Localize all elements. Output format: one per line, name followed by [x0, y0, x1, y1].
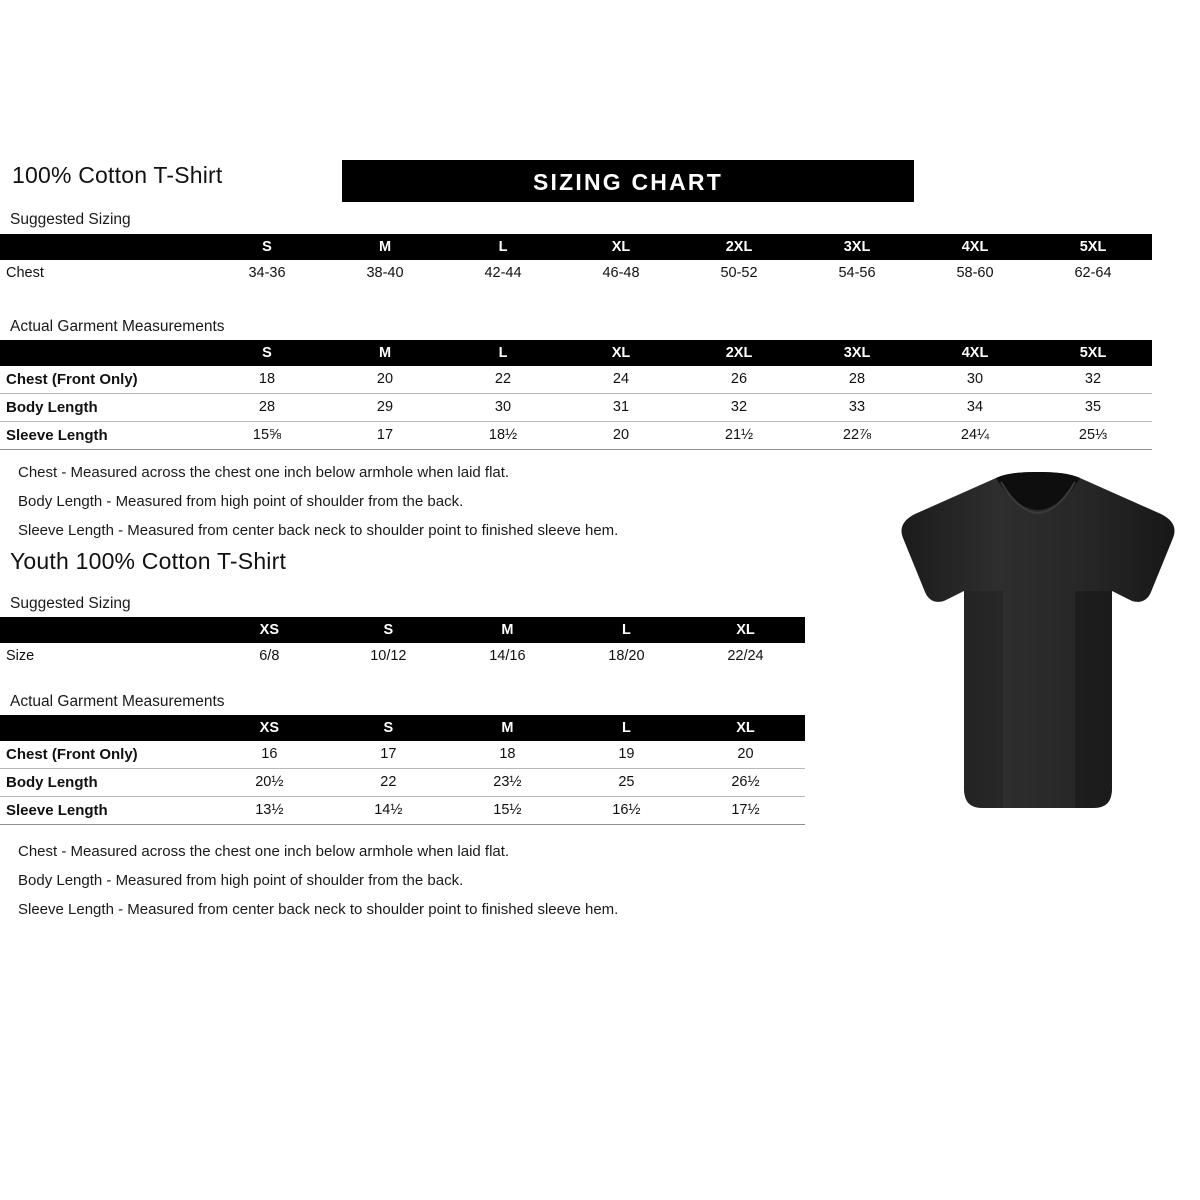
- col-header-s: S: [208, 340, 326, 366]
- col-header-blank: [0, 340, 208, 366]
- youth-note-body-length: Body Length - Measured from high point of shoulder from the back.: [18, 872, 464, 889]
- cell-sleevelength-xs: 13½: [210, 797, 329, 825]
- col-header-xs: XS: [210, 617, 329, 643]
- col-header-m: M: [326, 234, 444, 260]
- cell-chestfront-5xl: 32: [1034, 366, 1152, 394]
- cell-sleevelength-m: 15½: [448, 797, 567, 825]
- row-label-body-length: Body Length: [0, 769, 210, 797]
- cell-sleevelength-s: 15⅝: [208, 422, 326, 450]
- col-header-blank: [0, 234, 208, 260]
- table-row: [0, 422, 1152, 450]
- adult-actual-measurements-label: Actual Garment Measurements: [10, 318, 225, 335]
- cell-bodylength-m: 29: [326, 394, 444, 422]
- cell-chestfront-s: 18: [208, 366, 326, 394]
- col-header-xs: XS: [210, 715, 329, 741]
- youth-actual-measurements-table: [0, 715, 805, 825]
- adult-actual-measurements-table: [0, 340, 1152, 450]
- youth-section-title: Youth 100% Cotton T-Shirt: [10, 548, 287, 574]
- cell-bodylength-s: 22: [329, 769, 448, 797]
- table-header-row: [0, 617, 805, 643]
- cell-sleevelength-xl: 20: [562, 422, 680, 450]
- row-label-size: Size: [6, 648, 35, 664]
- col-header-s: S: [329, 715, 448, 741]
- cell-bodylength-s: 28: [208, 394, 326, 422]
- sizing-chart-banner: [342, 160, 914, 202]
- row-label-chest-front-only: Chest (Front Only): [0, 366, 208, 394]
- table-row: [0, 394, 1152, 422]
- cell-bodylength-5xl: 35: [1034, 394, 1152, 422]
- adult-suggested-sizing-label: Suggested Sizing: [10, 211, 131, 228]
- cell-bodylength-3xl: 33: [798, 394, 916, 422]
- col-header-m: M: [448, 617, 567, 643]
- col-header-xl: XL: [562, 234, 680, 260]
- col-header-l: L: [444, 234, 562, 260]
- cell-chest-l: 42-44: [484, 265, 522, 281]
- header-row: [12, 160, 1192, 202]
- cell-chest-5xl: 62-64: [1074, 265, 1112, 281]
- cell-sleevelength-s: 14½: [329, 797, 448, 825]
- col-header-4xl: 4XL: [916, 340, 1034, 366]
- cell-chestfront-m: 20: [326, 366, 444, 394]
- cell-bodylength-xl: 31: [562, 394, 680, 422]
- table-header-row: [0, 234, 1152, 260]
- cell-chest-3xl: 54-56: [838, 265, 876, 281]
- cell-size-l: 18/20: [608, 648, 645, 664]
- cell-bodylength-2xl: 32: [680, 394, 798, 422]
- col-header-l: L: [444, 340, 562, 366]
- cell-sleevelength-2xl: 21½: [680, 422, 798, 450]
- youth-suggested-sizing-label: Suggested Sizing: [10, 595, 131, 612]
- cell-chest-s: 34-36: [248, 265, 286, 281]
- cell-sleevelength-4xl: 24¼: [916, 422, 1034, 450]
- page-title: 100% Cotton T-Shirt: [12, 162, 223, 188]
- table-header-row: [0, 715, 805, 741]
- cell-chestfront-2xl: 26: [680, 366, 798, 394]
- col-header-5xl: 5XL: [1034, 234, 1152, 260]
- table-header-row: [0, 340, 1152, 366]
- cell-sleevelength-xl: 17½: [686, 797, 805, 825]
- cell-chest-2xl: 50-52: [720, 265, 758, 281]
- cell-bodylength-m: 23½: [448, 769, 567, 797]
- adult-suggested-sizing-table: [0, 234, 1152, 287]
- col-header-xl: XL: [686, 715, 805, 741]
- col-header-xl: XL: [562, 340, 680, 366]
- cell-size-s: 10/12: [370, 648, 407, 664]
- cell-bodylength-l: 25: [567, 769, 686, 797]
- cell-chestfront-xl: 24: [562, 366, 680, 394]
- cell-chestfront-l: 22: [444, 366, 562, 394]
- cell-size-m: 14/16: [489, 648, 526, 664]
- cell-sleevelength-5xl: 25⅓: [1034, 422, 1152, 450]
- row-label-chest: Chest: [6, 265, 44, 281]
- youth-note-sleeve-length: Sleeve Length - Measured from center back neck to shoulder point to finished sleeve hem.: [18, 901, 619, 918]
- table-row: [0, 643, 805, 670]
- cell-size-xl: 22/24: [727, 648, 764, 664]
- cell-sleevelength-m: 17: [326, 422, 444, 450]
- row-label-chest-front-only: Chest (Front Only): [0, 741, 210, 769]
- table-row: [0, 260, 1152, 287]
- col-header-3xl: 3XL: [798, 234, 916, 260]
- cell-chest-4xl: 58-60: [956, 265, 994, 281]
- col-header-2xl: 2XL: [680, 234, 798, 260]
- cell-chest-m: 38-40: [366, 265, 404, 281]
- tshirt-illustration: [893, 470, 1183, 815]
- sizing-chart-banner-label: SIZING CHART: [533, 169, 723, 195]
- adult-note-sleeve-length: Sleeve Length - Measured from center back neck to shoulder point to finished sleeve hem.: [18, 522, 619, 539]
- col-header-blank: [0, 617, 210, 643]
- col-header-3xl: 3XL: [798, 340, 916, 366]
- col-header-2xl: 2XL: [680, 340, 798, 366]
- col-header-l: L: [567, 715, 686, 741]
- cell-chestfront-s: 17: [329, 741, 448, 769]
- col-header-xl: XL: [686, 617, 805, 643]
- cell-sleevelength-l: 18½: [444, 422, 562, 450]
- table-row: [0, 769, 805, 797]
- youth-suggested-sizing-table: [0, 617, 805, 670]
- cell-chestfront-xs: 16: [210, 741, 329, 769]
- cell-sleevelength-l: 16½: [567, 797, 686, 825]
- table-row: [0, 797, 805, 825]
- cell-chest-xl: 46-48: [602, 265, 640, 281]
- row-label-sleeve-length: Sleeve Length: [0, 797, 210, 825]
- cell-chestfront-3xl: 28: [798, 366, 916, 394]
- col-header-s: S: [208, 234, 326, 260]
- cell-bodylength-4xl: 34: [916, 394, 1034, 422]
- cell-chestfront-xl: 20: [686, 741, 805, 769]
- col-header-blank: [0, 715, 210, 741]
- adult-note-body-length: Body Length - Measured from high point of shoulder from the back.: [18, 493, 464, 510]
- cell-sleevelength-3xl: 22⅞: [798, 422, 916, 450]
- cell-size-xs: 6/8: [259, 648, 280, 664]
- col-header-4xl: 4XL: [916, 234, 1034, 260]
- cell-chestfront-l: 19: [567, 741, 686, 769]
- col-header-s: S: [329, 617, 448, 643]
- youth-actual-measurements-label: Actual Garment Measurements: [10, 693, 225, 710]
- cell-chestfront-m: 18: [448, 741, 567, 769]
- cell-chestfront-4xl: 30: [916, 366, 1034, 394]
- row-label-body-length: Body Length: [0, 394, 208, 422]
- table-row: [0, 741, 805, 769]
- row-label-sleeve-length: Sleeve Length: [0, 422, 208, 450]
- col-header-m: M: [326, 340, 444, 366]
- cell-bodylength-xs: 20½: [210, 769, 329, 797]
- cell-bodylength-l: 30: [444, 394, 562, 422]
- youth-note-chest: Chest - Measured across the chest one inch below armhole when laid flat.: [18, 843, 510, 860]
- col-header-5xl: 5XL: [1034, 340, 1152, 366]
- col-header-l: L: [567, 617, 686, 643]
- adult-note-chest: Chest - Measured across the chest one inch below armhole when laid flat.: [18, 464, 510, 481]
- table-row: [0, 366, 1152, 394]
- col-header-m: M: [448, 715, 567, 741]
- cell-bodylength-xl: 26½: [686, 769, 805, 797]
